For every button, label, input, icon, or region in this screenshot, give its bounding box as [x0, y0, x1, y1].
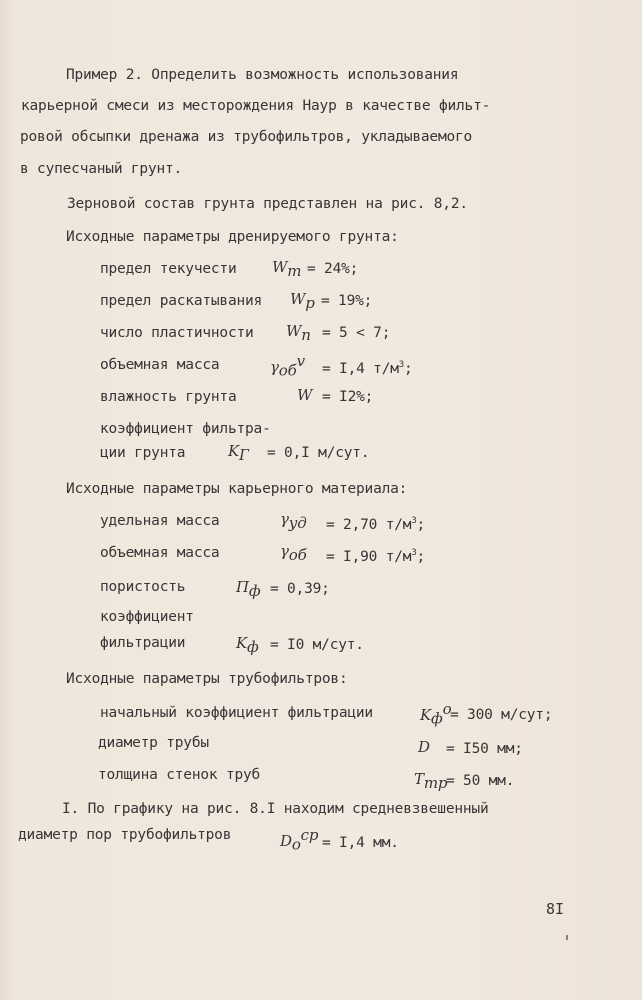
moisture-symbol: W	[297, 386, 313, 404]
example-line-4: в супесчаный грунт.	[20, 161, 183, 177]
plastic-limit-symbol: $W_p$	[290, 290, 315, 312]
step1-line-2: диаметр пор трубофильтров	[18, 827, 232, 843]
soil-heading: Исходные параметры дренируемого грунта:	[66, 229, 399, 245]
quarry-filtration-value: = I0 м/сут.	[270, 637, 364, 653]
specific-mass-symbol: $\gamma_{уд}$	[280, 510, 307, 532]
example-line-2: карьерной смеси из месторождения Наур в качестве фильт-	[21, 98, 491, 114]
quarry-heading: Исходные параметры карьерного материала:	[66, 481, 408, 497]
liquid-limit-label: предел текучести	[100, 261, 237, 277]
plastic-limit-value: = 19%;	[321, 293, 373, 309]
page-number: 8I	[546, 900, 565, 918]
wall-symbol: $T_{тр}$	[414, 770, 448, 792]
diameter-label: диаметр трубы	[98, 735, 209, 751]
bulk-mass-value: = I,90 $т/м^3$;	[326, 548, 426, 565]
plastic-limit-label: предел раскатывания	[100, 293, 263, 309]
liquid-limit-value: = 24%;	[307, 261, 359, 277]
bulk-density-label: объемная масса	[100, 357, 220, 373]
plasticity-index-label: число пластичности	[100, 325, 254, 341]
quarry-filtration-label-2: фильтрации	[100, 635, 186, 651]
example-line-3: ровой обсыпки дренажа из трубофильтров, укладываемого	[20, 129, 473, 145]
bulk-density-value: = I,4 $т/м^3$;	[322, 360, 413, 377]
plasticity-index-value: = 5 < 7;	[322, 325, 391, 341]
page-mark	[566, 935, 568, 940]
specific-mass-value: = 2,70 $т/м^3$;	[326, 516, 426, 533]
pore-diameter-symbol: $D_o^{ср}$	[280, 826, 319, 854]
bulk-mass-label: объемная масса	[100, 545, 220, 561]
specific-mass-label: удельная масса	[100, 513, 220, 529]
initial-coeff-symbol: $K_ф^o$	[420, 700, 452, 728]
wall-value: = 50 мм.	[446, 773, 515, 789]
quarry-filtration-label-1: коэффициент	[100, 609, 194, 625]
bulk-mass-symbol: $\gamma_{об}$	[280, 542, 307, 564]
initial-coeff-value: = 300 м/сут;	[450, 707, 553, 723]
step1-line-1: I. По графику на рис. 8.I находим средневзвешенный	[62, 801, 489, 817]
soil-filtration-value: = 0,I м/сут.	[267, 445, 370, 461]
diameter-value: = I50 мм;	[446, 741, 523, 757]
liquid-limit-symbol: $W_т$	[272, 258, 302, 280]
soil-filtration-label-1: коэффициент фильтра-	[100, 421, 271, 437]
moisture-label: влажность грунта	[100, 389, 237, 405]
diameter-symbol: D	[418, 738, 430, 756]
example-line-1: Пример 2. Определить возможность использования	[66, 67, 459, 83]
porosity-label: пористость	[100, 579, 186, 595]
porosity-value: = 0,39;	[270, 581, 330, 597]
quarry-filtration-symbol: $K_ф$	[236, 634, 259, 656]
soil-filtration-label-2: ции грунта	[100, 445, 186, 461]
soil-filtration-symbol: $K_Г$	[228, 442, 249, 464]
porosity-symbol: $П_ф$	[236, 578, 261, 600]
plasticity-index-symbol: $W_n$	[286, 322, 311, 344]
moisture-value: = I2%;	[322, 389, 374, 405]
grain-composition-text: Зерновой состав грунта представлен на рис. 8,2.	[67, 196, 468, 212]
pipe-heading: Исходные параметры трубофильтров:	[66, 671, 348, 687]
initial-coeff-label: начальный коэффициент фильтрации	[100, 705, 373, 721]
wall-label: толщина стенок труб	[98, 767, 261, 783]
pore-diameter-value: = I,4 мм.	[322, 835, 399, 851]
bulk-density-symbol: $\gamma_{об}^v$	[270, 352, 305, 380]
